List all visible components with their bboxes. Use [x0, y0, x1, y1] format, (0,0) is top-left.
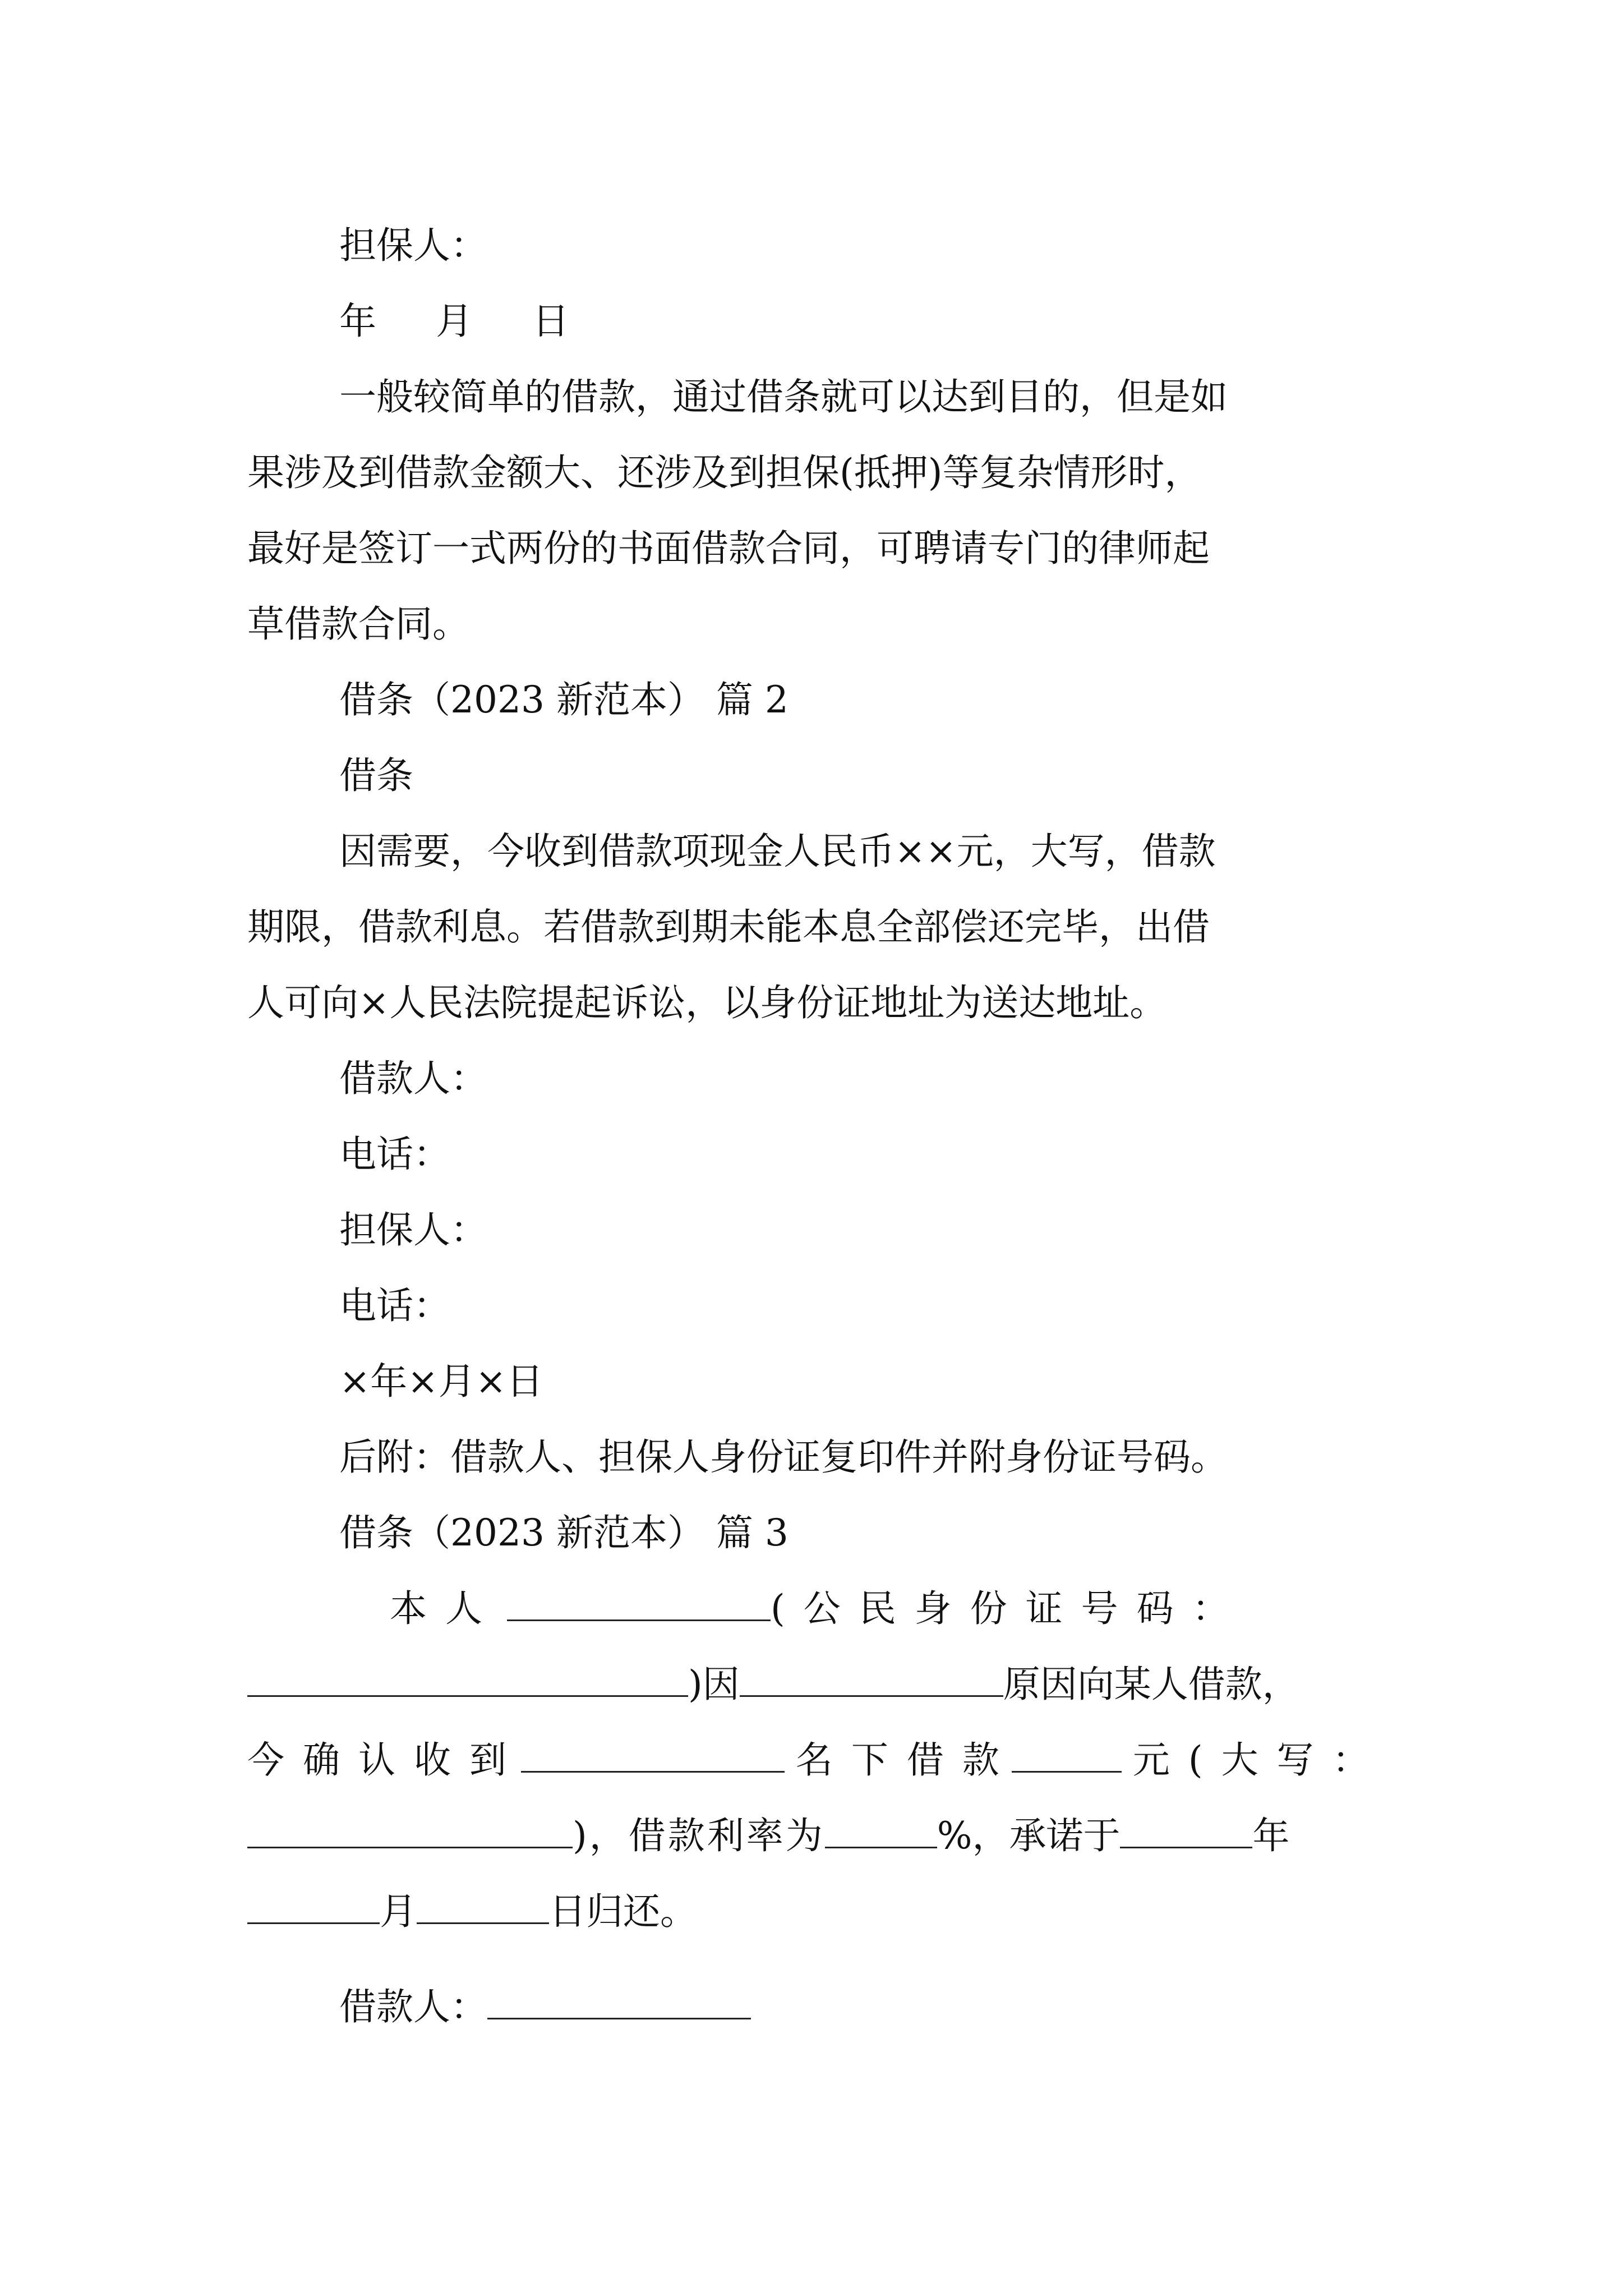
section-heading: 借条（2023 新范本） 篇 3	[339, 1511, 789, 1554]
borrower-label: 借款人：	[339, 1057, 487, 1100]
lender-blank	[521, 1743, 785, 1773]
form-line	[247, 1889, 697, 1934]
year-label: 年	[339, 300, 376, 343]
date-line: ×年×月×日	[339, 1360, 543, 1403]
form-line	[247, 1738, 1373, 1783]
amount-uppercase-blank	[247, 1819, 573, 1848]
id-number-blank	[247, 1667, 688, 1697]
guarantor-label: 担保人：	[339, 1208, 487, 1251]
phone-label: 电话：	[339, 1284, 450, 1327]
id-owner-blank	[507, 1591, 771, 1621]
month-label: 月	[436, 300, 473, 343]
day-blank	[417, 1894, 549, 1924]
form-text: 原因向某人借款，	[1003, 1663, 1299, 1706]
year-blank	[1120, 1819, 1252, 1848]
phone-label: 电话：	[339, 1133, 450, 1176]
paragraph-line: 果涉及到借款金额大、还涉及到担保(抵押)等复杂情形时，	[247, 451, 1202, 494]
form-text: )因	[688, 1663, 740, 1706]
form-text: )，借款利率为	[573, 1814, 825, 1857]
paragraph-line: 草借款合同。	[247, 602, 469, 646]
reason-blank	[740, 1667, 1003, 1697]
form-text: 年	[1252, 1814, 1290, 1857]
form-line	[390, 1586, 1233, 1631]
month-blank	[247, 1894, 380, 1924]
form-line	[247, 1662, 1299, 1707]
form-text: 元 ( 大 写 ：	[1132, 1738, 1373, 1782]
paragraph-line: 期限，借款利息。若借款到期未能本息全部偿还完毕，出借	[247, 905, 1210, 949]
form-text: 名 下 借 款	[795, 1738, 1003, 1782]
form-text: 今 确 认 收 到	[247, 1738, 510, 1782]
day-label: 日	[532, 300, 569, 343]
form-line	[339, 1985, 751, 2030]
rate-blank	[825, 1819, 937, 1848]
form-text: ( 公 民 身 份 证 号 码 ：	[770, 1587, 1233, 1630]
form-line	[247, 1814, 1289, 1858]
paragraph-line: 人可向×人民法院提起诉讼，以身份证地址为送达地址。	[247, 981, 1167, 1024]
guarantor-label: 担保人：	[339, 224, 487, 267]
paragraph-line: 一般较简单的借款，通过借条就可以达到目的，但是如	[339, 375, 1228, 418]
form-text: 本 人	[390, 1587, 486, 1630]
section-heading: 借条（2023 新范本） 篇 2	[339, 678, 789, 721]
paragraph-line: 最好是签订一式两份的书面借款合同，可聘请专门的律师起	[247, 527, 1210, 570]
form-text: 月	[380, 1890, 417, 1933]
borrower-label: 借款人：	[339, 1985, 487, 2028]
amount-blank	[1012, 1743, 1122, 1773]
date-placeholder	[339, 299, 569, 344]
form-text: 日归还。	[549, 1890, 697, 1933]
paragraph-line: 因需要，今收到借款项现金人民币××元，大写，借款	[339, 830, 1216, 873]
section-title: 借条	[339, 754, 413, 797]
borrower-signature-blank	[487, 1990, 751, 2019]
appendix-line: 后附：借款人、担保人身份证复印件并附身份证号码。	[339, 1435, 1228, 1479]
form-text: %，承诺于	[937, 1814, 1121, 1857]
